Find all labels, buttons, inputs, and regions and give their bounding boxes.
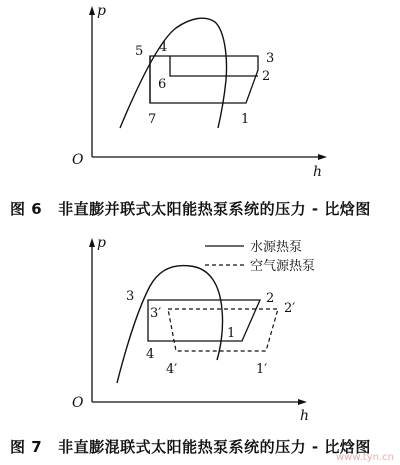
point-1: 1: [241, 112, 250, 127]
origin-label: O: [72, 395, 84, 411]
point-3: 3: [126, 289, 135, 304]
watermark: www.tyn.cn: [336, 452, 394, 463]
point-2-prime: 2′: [284, 301, 296, 316]
figure-6: [0, 0, 400, 230]
y-axis-label: p: [97, 3, 106, 19]
x-axis-label: h: [313, 164, 323, 180]
point-3-prime: 3′: [150, 306, 162, 321]
figure-7-caption: [10, 436, 371, 457]
point-4: 4: [159, 40, 168, 55]
water-source-cycle: [148, 300, 260, 341]
figure-7-diagram: [0, 230, 400, 465]
figure-6-number: 图 6: [10, 200, 43, 218]
legend-air-source: 空气源热泵: [250, 259, 316, 274]
point-1-prime: 1′: [256, 362, 268, 377]
y-axis-arrow: [89, 238, 95, 247]
point-2: 2: [262, 69, 271, 84]
figure-6-title: 非直膨并联式太阳能热泵系统的压力 - 比焓图: [58, 200, 371, 218]
y-axis-arrow: [89, 6, 95, 15]
origin-label: O: [72, 152, 84, 168]
point-2: 2: [266, 291, 275, 306]
y-axis-label: p: [97, 235, 106, 251]
figure-7-number: 图 7: [10, 438, 43, 456]
point-4: 4: [146, 347, 155, 362]
figure-7: [0, 230, 400, 465]
point-3: 3: [266, 51, 275, 66]
x-axis-arrow: [298, 399, 307, 405]
point-1: 1: [227, 326, 236, 341]
figure-6-diagram: [0, 0, 400, 230]
legend-water-source: 水源热泵: [250, 240, 303, 255]
x-axis-label: h: [300, 408, 310, 424]
figure-6-caption: [10, 198, 371, 219]
x-axis-arrow: [318, 154, 327, 160]
saturation-dome: [120, 18, 227, 128]
cycle-inner: [170, 56, 258, 76]
point-6: 6: [158, 77, 167, 92]
point-7: 7: [148, 112, 157, 127]
point-5: 5: [135, 44, 144, 59]
point-4-prime: 4′: [166, 362, 178, 377]
figure-7-title: 非直膨混联式太阳能热泵系统的压力 - 比焓图: [58, 438, 371, 456]
